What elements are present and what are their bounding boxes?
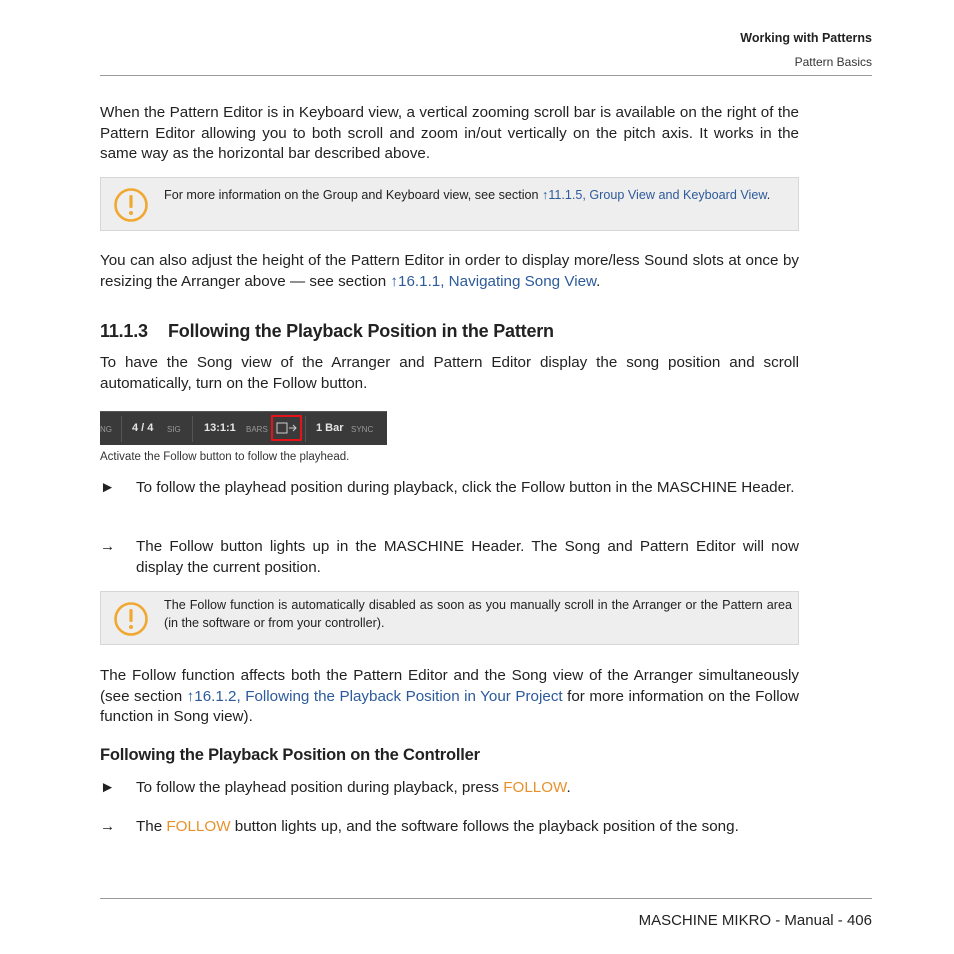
follow-key: FOLLOW bbox=[503, 779, 567, 796]
note-text: For more information on the Group and Keyboard view, see section ↑11.1.5, Group View and Keyboard View. bbox=[164, 188, 771, 202]
header-divider bbox=[100, 75, 872, 76]
link-group-view[interactable]: ↑11.1.5, Group View and Keyboard View bbox=[542, 188, 767, 202]
step-text: To follow the playhead position during playback, click the Follow button in the MASCHINE Header. bbox=[136, 479, 795, 496]
result-marker: → bbox=[100, 818, 116, 835]
maschine-header-toolbar: NG 4 / 4 SIG 13:1:1 BARS 1 Bar SYNC bbox=[100, 411, 387, 445]
result-text: The Follow button lights up in the MASCHINE Header. The Song and Pattern Editor will now display the current position. bbox=[136, 538, 799, 576]
figure-caption: Activate the Follow button to follow the playhead. bbox=[100, 451, 350, 463]
paragraph-follow-function: The Follow function affects both the Pattern Editor and the Song view of the Arranger simultaneously (see section ↑16.1.2, Following the Playback Position in Your Project for more information on the Follow function in Song view). bbox=[100, 667, 799, 725]
note-text: The Follow function is automatically disabled as soon as you manually scroll in the Arranger or the Pattern area (in the software or from your controller). bbox=[164, 598, 792, 630]
link-navigating-song-view[interactable]: ↑16.1.1, Navigating Song View bbox=[390, 272, 597, 290]
instruction-step bbox=[100, 778, 799, 799]
section-number: 11.1.3 bbox=[100, 321, 148, 341]
result-step bbox=[100, 537, 799, 578]
section-heading bbox=[100, 321, 554, 342]
chapter-title: Working with Patterns bbox=[740, 31, 872, 45]
subheading: Following the Playback Position on the Controller bbox=[100, 746, 480, 764]
section-heading-title: Following the Playback Position in the Pattern bbox=[168, 321, 554, 341]
instruction-step bbox=[100, 478, 799, 499]
warning-icon bbox=[113, 601, 149, 637]
result-marker: → bbox=[100, 538, 116, 555]
link-following-playback[interactable]: ↑16.1.2, Following the Playback Position in Your Project bbox=[186, 687, 563, 705]
result-text: The FOLLOW button lights up, and the software follows the playback position of the song. bbox=[136, 818, 739, 835]
paragraph-follow-intro: To have the Song view of the Arranger and Pattern Editor display the song position and scroll automatically, turn on the Follow button. bbox=[100, 354, 799, 392]
result-step bbox=[100, 817, 799, 838]
follow-key: FOLLOW bbox=[166, 818, 231, 835]
paragraph-keyboard-view: When the Pattern Editor is in Keyboard view, a vertical zooming scroll bar is available on the right of the Pattern Editor allowing you to both scroll and zoom in/out vertically on the pitch axis. It works in the same way as the horizontal bar described above. bbox=[100, 104, 799, 162]
note-box-group-view bbox=[100, 177, 799, 231]
page-footer: MASCHINE MIKRO - Manual - 406 bbox=[638, 912, 872, 929]
section-title: Pattern Basics bbox=[794, 55, 872, 69]
time-signature-value[interactable]: 4 / 4 bbox=[132, 422, 154, 434]
bar-length-value[interactable]: 1 Bar bbox=[316, 422, 344, 434]
warning-icon bbox=[113, 187, 149, 223]
step-text: To follow the playhead position during playback, press FOLLOW. bbox=[136, 779, 571, 796]
step-marker: ► bbox=[100, 479, 116, 496]
step-marker: ► bbox=[100, 779, 116, 796]
paragraph-resize-arranger: You can also adjust the height of the Pattern Editor in order to display more/less Sound slots at once by resizing the Arranger above — see section ↑16.1.1, Navigating Song View. bbox=[100, 252, 799, 290]
footer-divider bbox=[100, 898, 872, 899]
song-position: 13:1:1 bbox=[204, 422, 236, 434]
note-box-follow-disabled bbox=[100, 591, 799, 645]
follow-button-highlight bbox=[271, 415, 302, 441]
